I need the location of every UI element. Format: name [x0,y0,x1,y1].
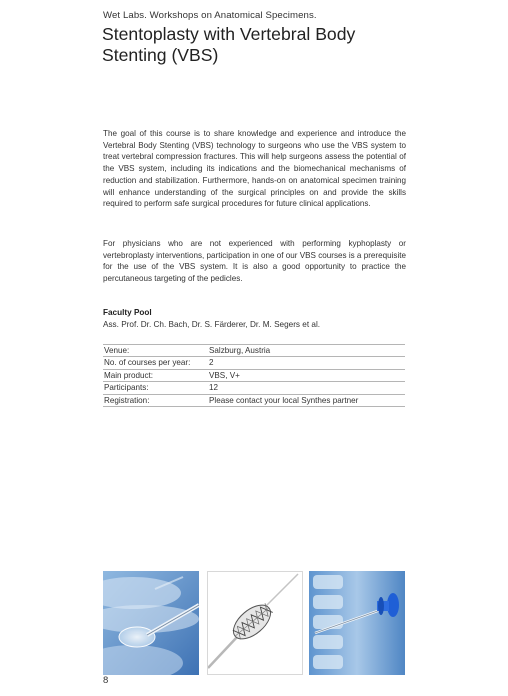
table-row [103,369,405,381]
page-title: Stentoplasty with Vertebral Body Stenting (VBS) [102,24,356,65]
vertebral-body-stent-photo [207,571,303,675]
faculty-heading: Faculty Pool [103,308,152,317]
table-row [103,357,405,369]
courses-per-year-label: No. of courses per year: [103,357,208,369]
table-row [103,345,405,357]
prerequisite-paragraph: For physicians who are not experienced with performing kyphoplasty or vertebroplasty interventions, participation in one of our VBS courses is a prerequisite for the use of the VBS system. It is also a good opportunity to practice the percutaneous targeting of the pedicles. [103,239,406,284]
table-row [103,394,405,406]
participants-label: Participants: [103,382,208,394]
main-product-value: VBS, V+ [208,369,405,381]
table-row [103,382,405,394]
intro-paragraph: The goal of this course is to share knowledge and experience and introduce the Vertebral Body Stenting (VBS) technology to surgeons who use the VBS system to treat vertebral compression fractures. This will help surgeons assess the potential of the VBS system, including its indications and the biomechanical mechanisms of reduction and stabilization. Furthermore, hands-on on anatomical specimen training will enhance understanding of the surgical principles on and provide the skills required to perform safe surgical procedures for future clinical applications. [103,129,406,209]
courses-per-year-value: 2 [208,357,405,369]
vertebra-xray-balloon-photo [103,571,199,675]
participants-value: 12 [208,382,405,394]
series-label: Wet Labs. Workshops on Anatomical Specimens. [103,10,317,21]
venue-value: Salzburg, Austria [208,345,405,357]
page-number: 8 [103,675,109,686]
faculty-names: Ass. Prof. Dr. Ch. Bach, Dr. S. Färderer, Dr. M. Segers et al. [103,320,321,329]
registration-value: Please contact your local Synthes partner [208,394,405,406]
venue-label: Venue: [103,345,208,357]
spine-xray-instrument-photo [309,571,405,675]
registration-label: Registration: [103,394,208,406]
main-product-label: Main product: [103,369,208,381]
course-info-table [103,344,405,407]
